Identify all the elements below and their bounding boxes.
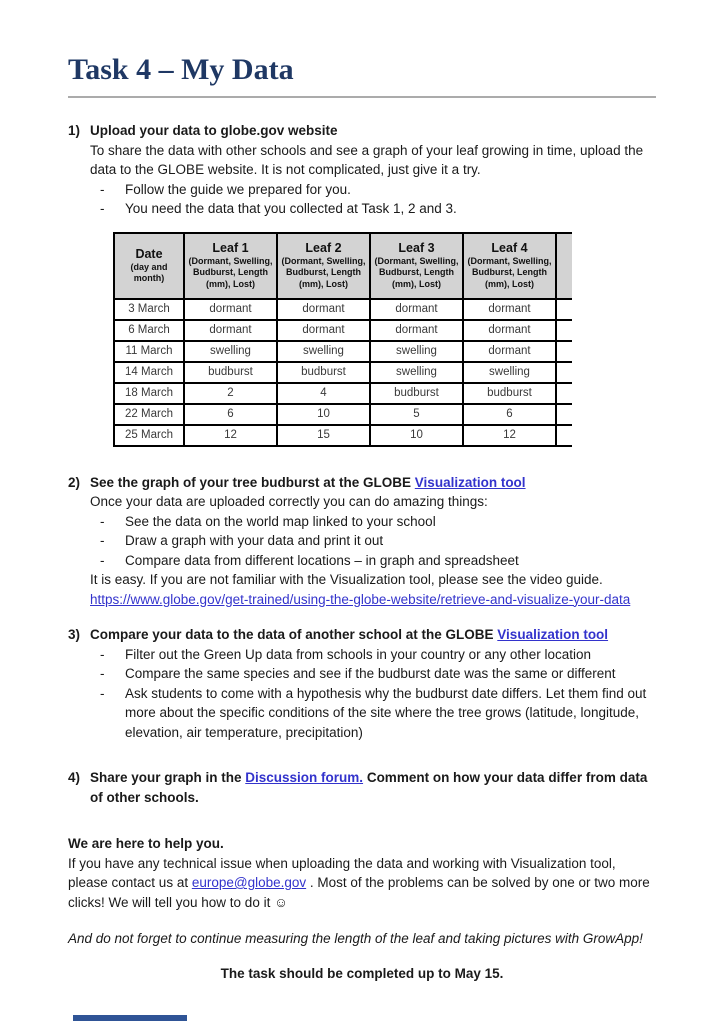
col-header-leaf1 (184, 233, 277, 299)
list-item-text: Ask students to come with a hypothesis why the budburst date differs. Let them find out more about the specific conditions of the site where the tree grows (latitude, longitude, elevation, air temperature, precipitation) (125, 685, 647, 740)
section-1-number: 1) (68, 123, 81, 138)
list-item-text: Draw a graph with your data and print it out (125, 533, 384, 548)
leaf-status-cell: budburst (370, 383, 463, 404)
section-4-pre: Share your graph in the (90, 770, 246, 785)
dash-bullet: - (100, 513, 105, 529)
leaf-status-cell: 6 (184, 404, 277, 425)
leaf-status-cell: 10 (277, 404, 370, 425)
dash-bullet: - (100, 666, 105, 681)
section-3 (68, 625, 656, 742)
cutoff-cell (556, 404, 572, 425)
help-pre: If you have any technical issue when uploading the data and working with Visualization tool, please contact us at (68, 855, 616, 890)
list-item-text: You need the data that you collected at Task 1, 2 and 3. (125, 201, 457, 216)
leaf-status-cell: dormant (277, 299, 370, 320)
cutoff-cell (556, 425, 572, 446)
cutoff-cell (556, 320, 572, 341)
section-3-number: 3) (68, 627, 81, 642)
section-4-text (90, 768, 656, 807)
col-header-date (114, 233, 184, 299)
cutoff-cell (556, 299, 572, 320)
list-item (90, 199, 656, 219)
col-subtitle: (Dormant, Swelling, Budburst, Length (mm), Lost) (188, 255, 273, 289)
leaf-status-cell: dormant (463, 320, 556, 341)
section-4-body (90, 768, 656, 807)
col-subtitle: (day and month) (130, 261, 168, 283)
date-cell: 14 March (114, 362, 184, 383)
help-post: . Most of the problems can be solved by one or two more clicks! We will tell you how to do it ☺ (68, 875, 650, 910)
col-title: Leaf 3 (398, 240, 435, 255)
section-3-body (90, 625, 656, 742)
section-3-heading-text: Compare your data to the data of another school at the GLOBE (90, 627, 498, 642)
col-header-leaf3 (370, 233, 463, 299)
section-1 (68, 121, 656, 219)
dash-bullet: - (100, 552, 105, 568)
discussion-forum-link[interactable]: Discussion forum. (245, 770, 364, 785)
section-4-number: 4) (68, 770, 81, 785)
dash-bullet: - (100, 685, 105, 701)
date-cell: 18 March (114, 383, 184, 404)
cutoff-cell (556, 362, 572, 383)
list-item-text: Compare data from different locations – in graph and spreadsheet (125, 552, 519, 568)
leaf-status-cell: budburst (184, 362, 277, 383)
help-text (68, 854, 656, 913)
list-item-text: Filter out the Green Up data from schools in your country or any other location (125, 646, 591, 662)
section-2-heading (90, 473, 656, 493)
date-cell: 22 March (114, 404, 184, 425)
cutoff-cell (556, 383, 572, 404)
list-item (90, 180, 656, 200)
list-item (90, 645, 656, 665)
dash-bullet: - (100, 201, 105, 216)
list-item (90, 512, 656, 532)
help-block (68, 834, 656, 912)
dash-bullet: - (100, 646, 105, 662)
list-item-text: Compare the same species and see if the budburst date was the same or different (125, 666, 616, 681)
leaf-status-cell: 12 (184, 425, 277, 446)
leaf-status-cell: dormant (184, 299, 277, 320)
leaf-status-cell: dormant (370, 320, 463, 341)
date-cell: 6 March (114, 320, 184, 341)
leaf-status-cell: 2 (184, 383, 277, 404)
section-1-text: To share the data with other schools and see a graph of your leaf growing in time, upload the data to the GLOBE website. It is not complicated, just give it a try. (90, 142, 644, 177)
section-4-post: Comment on how your data differ from data of other schools. (90, 770, 648, 805)
list-item-text: See the data on the world map linked to your school (125, 513, 436, 529)
leaf-table-body (114, 299, 572, 446)
leaf-status-cell: swelling (184, 341, 277, 362)
col-title: Leaf 1 (212, 240, 249, 255)
col-title: Leaf 2 (305, 240, 342, 255)
list-item-text: Follow the guide we prepared for you. (125, 181, 351, 197)
visualization-tool-link[interactable]: Visualization tool (497, 627, 609, 642)
leaf-status-cell: 6 (463, 404, 556, 425)
leaf-status-cell: dormant (463, 299, 556, 320)
leaf-status-cell: dormant (370, 299, 463, 320)
email-link[interactable]: europe@globe.gov (191, 875, 307, 890)
section-2-heading-text: See the graph of your tree budburst at the GLOBE (90, 474, 415, 490)
section-2-intro: Once your data are uploaded correctly you can do amazing things: (90, 494, 488, 509)
table-row (114, 299, 572, 320)
video-guide-url-link[interactable]: https://www.globe.gov/get-trained/using-the-globe-website/retrieve-and-visualize-your-data (90, 591, 631, 607)
leaf-status-cell: dormant (184, 320, 277, 341)
list-item (90, 664, 656, 684)
table-header-row (114, 233, 572, 299)
leaf-status-cell: swelling (463, 362, 556, 383)
help-heading: We are here to help you. (68, 836, 224, 851)
section-2-number: 2) (68, 474, 81, 490)
table-row (114, 341, 572, 362)
leaf-status-cell: budburst (277, 362, 370, 383)
col-subtitle: (Dormant, Swelling, Budburst, Length (mm), Lost) (281, 255, 366, 289)
section-2-body (90, 473, 656, 610)
leaf-status-cell: swelling (370, 362, 463, 383)
leaf-status-cell: dormant (277, 320, 370, 341)
dash-bullet: - (100, 533, 105, 548)
leaf-status-cell: 10 (370, 425, 463, 446)
table-row (114, 383, 572, 404)
growapp-reminder: And do not forget to continue measuring the length of the leaf and taking pictures with GrowApp! (68, 931, 643, 946)
list-item (90, 684, 656, 743)
col-header-leaf2 (277, 233, 370, 299)
table-row (114, 320, 572, 341)
section-2 (68, 473, 656, 610)
leaf-status-cell: budburst (463, 383, 556, 404)
leaf-status-cell: 5 (370, 404, 463, 425)
leaf-status-cell: swelling (370, 341, 463, 362)
col-header-cutoff (556, 233, 572, 299)
deadline-note: The task should be completed up to May 15. (220, 965, 504, 981)
footer-bar (73, 1015, 187, 1021)
visualization-tool-link[interactable]: Visualization tool (414, 474, 526, 490)
leaf-status-cell: swelling (277, 341, 370, 362)
col-header-leaf4 (463, 233, 556, 299)
date-cell: 25 March (114, 425, 184, 446)
leaf-status-cell: dormant (463, 341, 556, 362)
section-1-body (90, 121, 656, 219)
col-subtitle: (Dormant, Swelling, Budburst, Length (mm), Lost) (467, 255, 552, 289)
list-item (90, 551, 656, 571)
date-cell: 11 March (114, 341, 184, 362)
leaf-status-cell: 15 (277, 425, 370, 446)
section-2-outro: It is easy. If you are not familiar with the Visualization tool, please see the video guide. (90, 572, 603, 587)
table-row (114, 404, 572, 425)
leaf-data-table (113, 232, 572, 447)
video-guide-url-wrap (90, 590, 656, 610)
leaf-status-cell: 4 (277, 383, 370, 404)
section-4 (68, 768, 656, 807)
dash-bullet: - (100, 181, 105, 197)
leaf-status-cell: 12 (463, 425, 556, 446)
date-cell: 3 March (114, 299, 184, 320)
page-title: Task 4 – My Data (68, 52, 656, 98)
section-1-heading: Upload your data to globe.gov website (90, 123, 338, 138)
section-3-heading (90, 625, 656, 645)
cutoff-cell (556, 341, 572, 362)
table-row (114, 425, 572, 446)
col-title: Date (135, 246, 163, 261)
col-subtitle: (Dormant, Swelling, Budburst, Length (mm), Lost) (374, 255, 459, 289)
list-item (90, 531, 656, 551)
table-row (114, 362, 572, 383)
col-title: Leaf 4 (491, 240, 528, 255)
